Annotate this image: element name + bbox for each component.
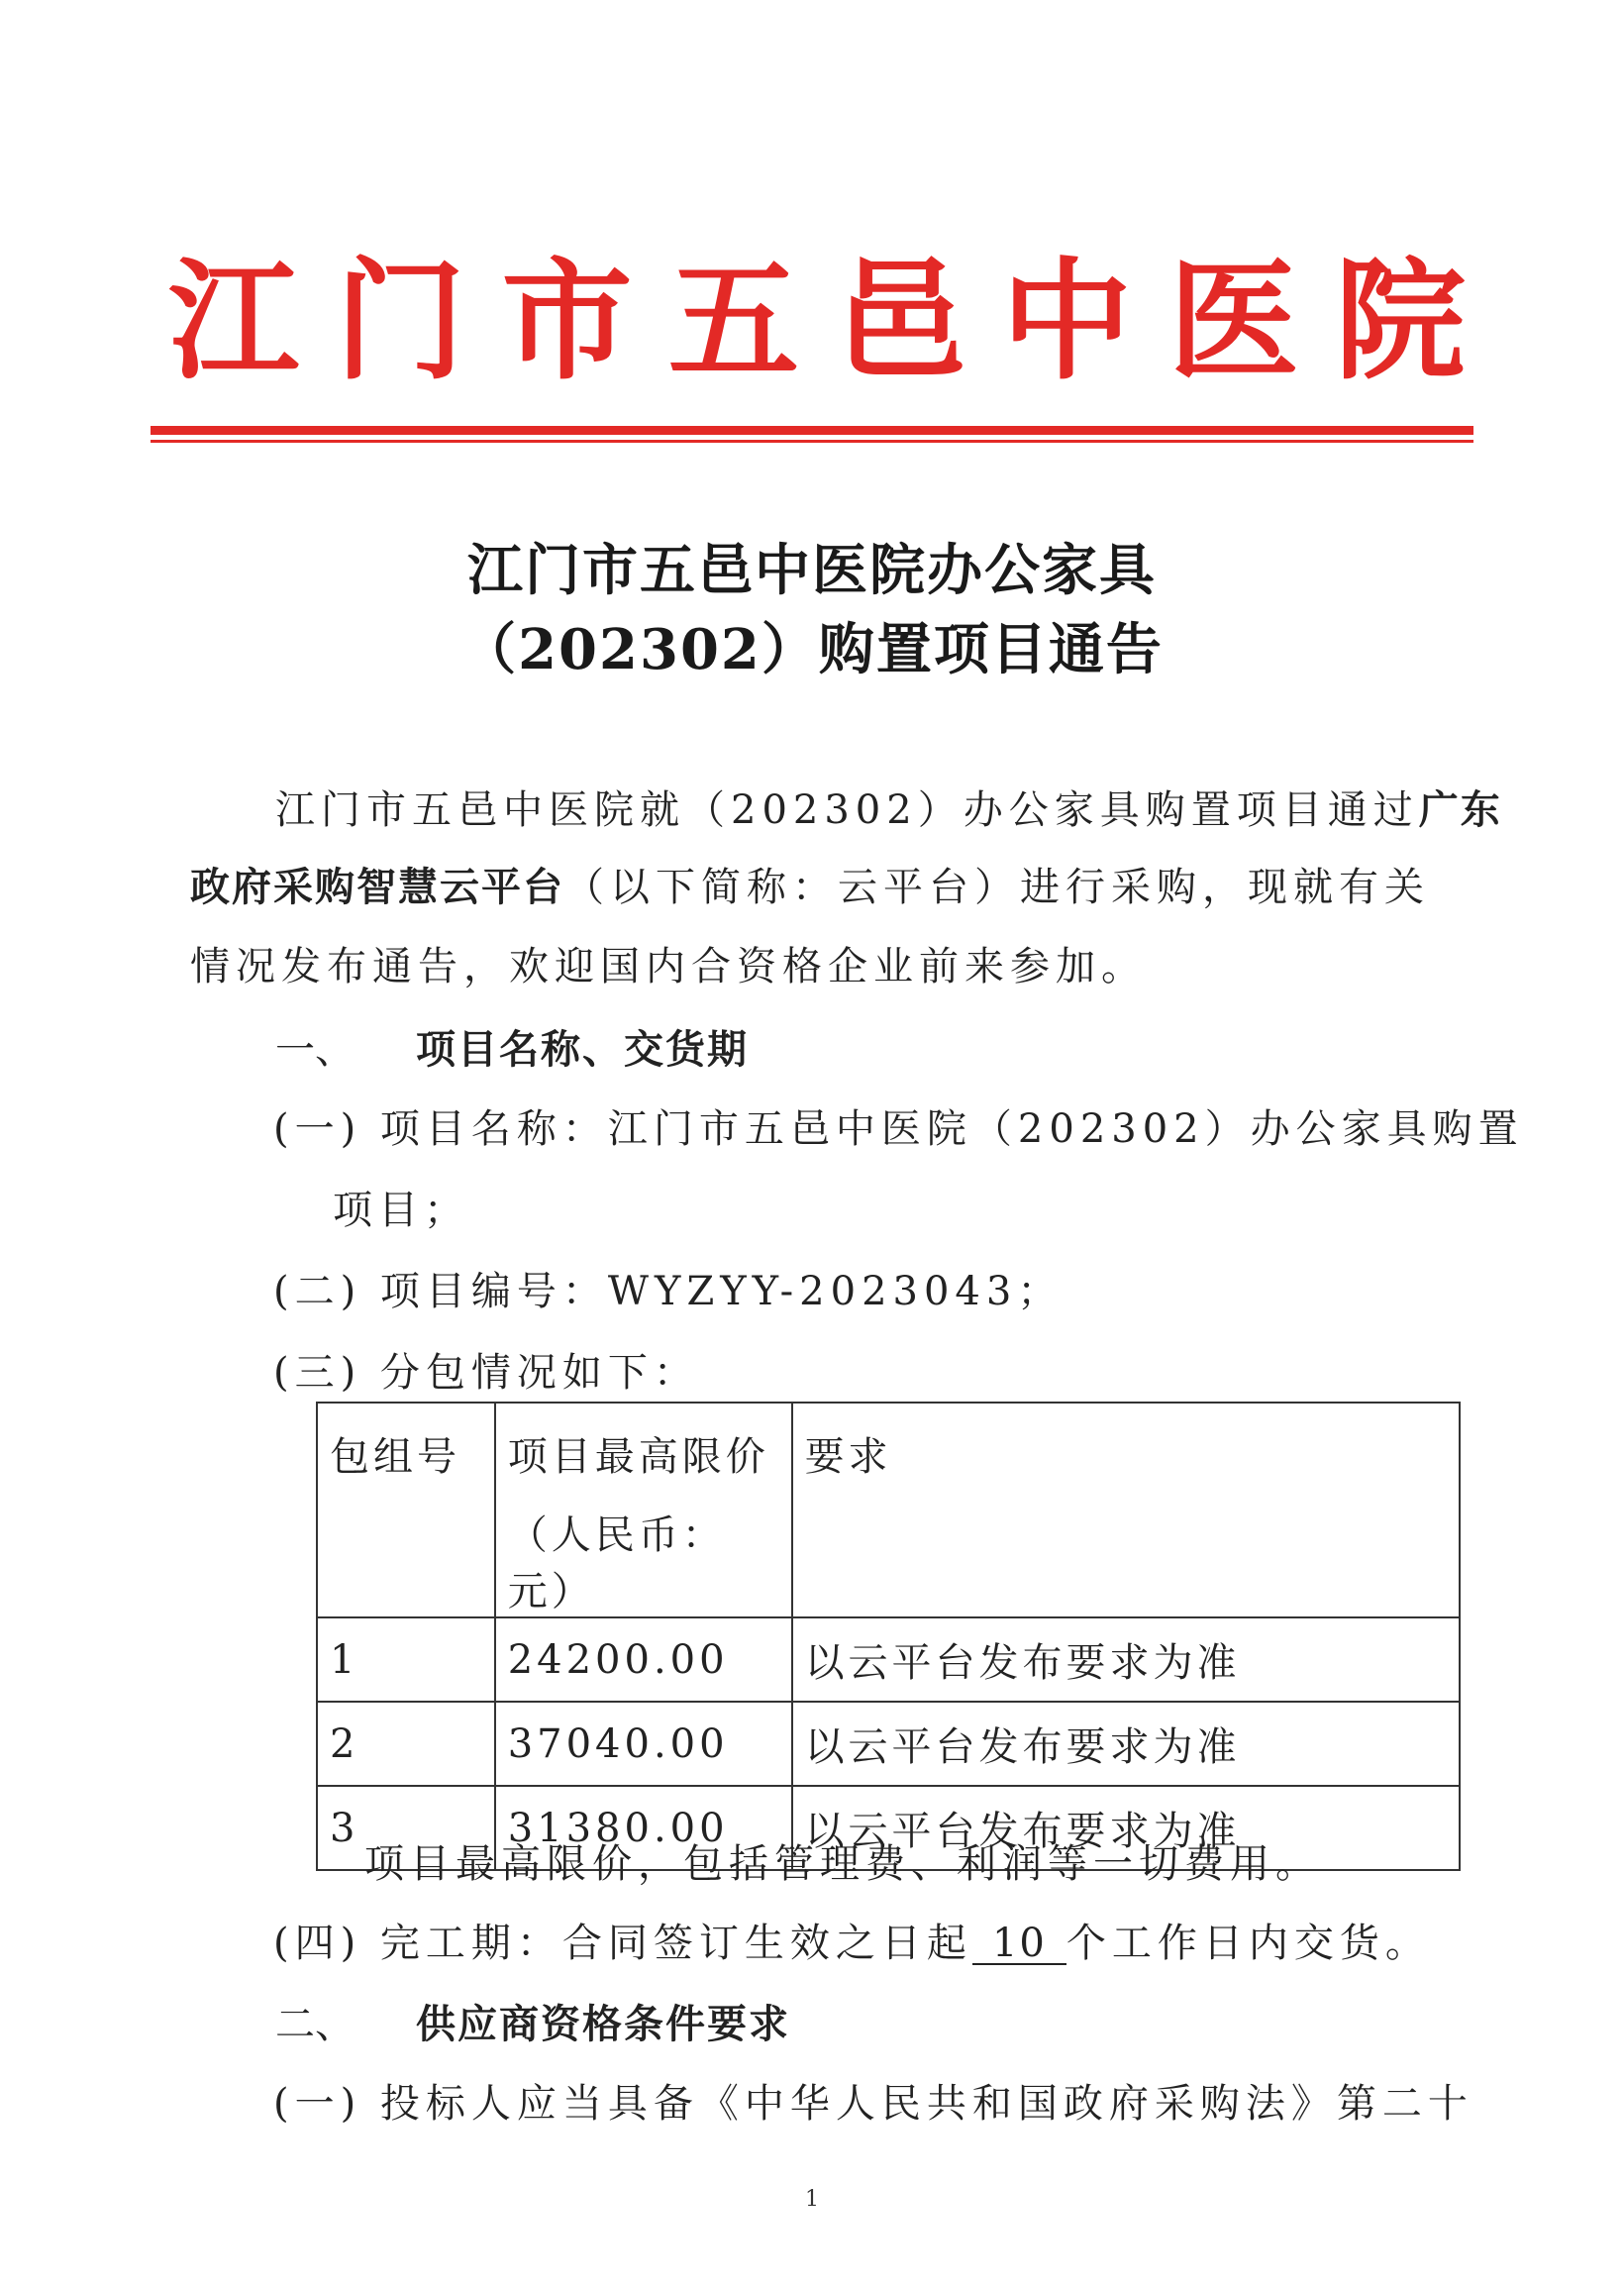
price-note: 项目最高限价，包括管理费、利润等一切费用。	[364, 1841, 1321, 1887]
letterhead-divider-thin	[151, 440, 1473, 443]
letterhead-char: 院	[1334, 246, 1466, 398]
section-2-item-1: (一) 投标人应当具备《中华人民共和国政府采购法》第二十	[273, 2081, 1473, 2127]
table-row	[317, 1617, 1460, 1702]
cell-package-no: 1	[317, 1617, 495, 1702]
cell-requirement: 以云平台发布要求为准	[792, 1786, 1460, 1870]
intro-line-2	[190, 865, 1430, 910]
header-currency-label: （人民币：元）	[507, 1512, 726, 1614]
cell-max-price: 31380.00	[495, 1786, 792, 1870]
letterhead-char: 市	[501, 246, 633, 398]
letterhead-divider-thick	[151, 426, 1473, 435]
cell-max-price: 37040.00	[495, 1702, 792, 1786]
header-requirement: 要求	[792, 1403, 1460, 1617]
intro-text: 江门市五邑中医院就（202302）办公家具购置项目通过	[275, 787, 1419, 833]
section-2-number: 二、	[275, 2002, 355, 2047]
letterhead-char: 五	[667, 246, 799, 398]
delivery-days-value: 10	[972, 1924, 1066, 1965]
header-max-price	[495, 1403, 792, 1617]
header-package-no: 包组号	[317, 1403, 495, 1617]
table-header-row	[317, 1403, 1460, 1617]
cell-package-no: 2	[317, 1702, 495, 1786]
package-table	[316, 1402, 1461, 1871]
document-title-line2: （202302）购置项目通告	[460, 617, 1164, 682]
letterhead-char: 门	[335, 246, 466, 398]
cell-package-no: 3	[317, 1786, 495, 1870]
section-1-heading: 项目名称、交货期	[416, 1027, 749, 1073]
intro-bold-text: 广东	[1418, 787, 1502, 833]
intro-line-1	[275, 787, 1502, 833]
organization-letterhead	[168, 238, 1466, 406]
section-2-heading: 供应商资格条件要求	[416, 2002, 790, 2047]
cell-requirement: 以云平台发布要求为准	[792, 1702, 1460, 1786]
item-4-suffix: 个工作日内交货。	[1066, 1921, 1431, 1966]
letterhead-char: 江	[168, 246, 299, 398]
item-4-prefix: (四) 完工期：合同签订生效之日起	[273, 1921, 972, 1966]
letterhead-char: 中	[1001, 246, 1133, 398]
intro-line-3: 情况发布通告，欢迎国内合资格企业前来参加。	[190, 944, 1147, 989]
section-1-item-3: (三) 分包情况如下：	[273, 1350, 699, 1396]
letterhead-char: 邑	[835, 246, 966, 398]
cell-max-price: 24200.00	[495, 1617, 792, 1702]
intro-bold-text: 政府采购智慧云平台	[190, 865, 564, 910]
section-1-item-1: (一) 项目名称：江门市五邑中医院（202302）办公家具购置	[273, 1106, 1524, 1152]
section-1-item-2: (二) 项目编号：WYZYY-2023043；	[273, 1269, 1064, 1314]
cell-requirement: 以云平台发布要求为准	[792, 1617, 1460, 1702]
letterhead-char: 医	[1167, 246, 1299, 398]
document-title-line1: 江门市五邑中医院办公家具	[467, 538, 1157, 603]
page-number: 1	[805, 2187, 819, 2212]
intro-text: （以下简称：云平台）进行采购，现就有关	[564, 865, 1430, 910]
table-row	[317, 1702, 1460, 1786]
section-1-item-1-cont: 项目；	[333, 1188, 469, 1233]
section-1-number: 一、	[275, 1027, 355, 1073]
section-1-item-4	[273, 1921, 1431, 1966]
header-max-price-label: 项目最高限价	[507, 1434, 769, 1480]
